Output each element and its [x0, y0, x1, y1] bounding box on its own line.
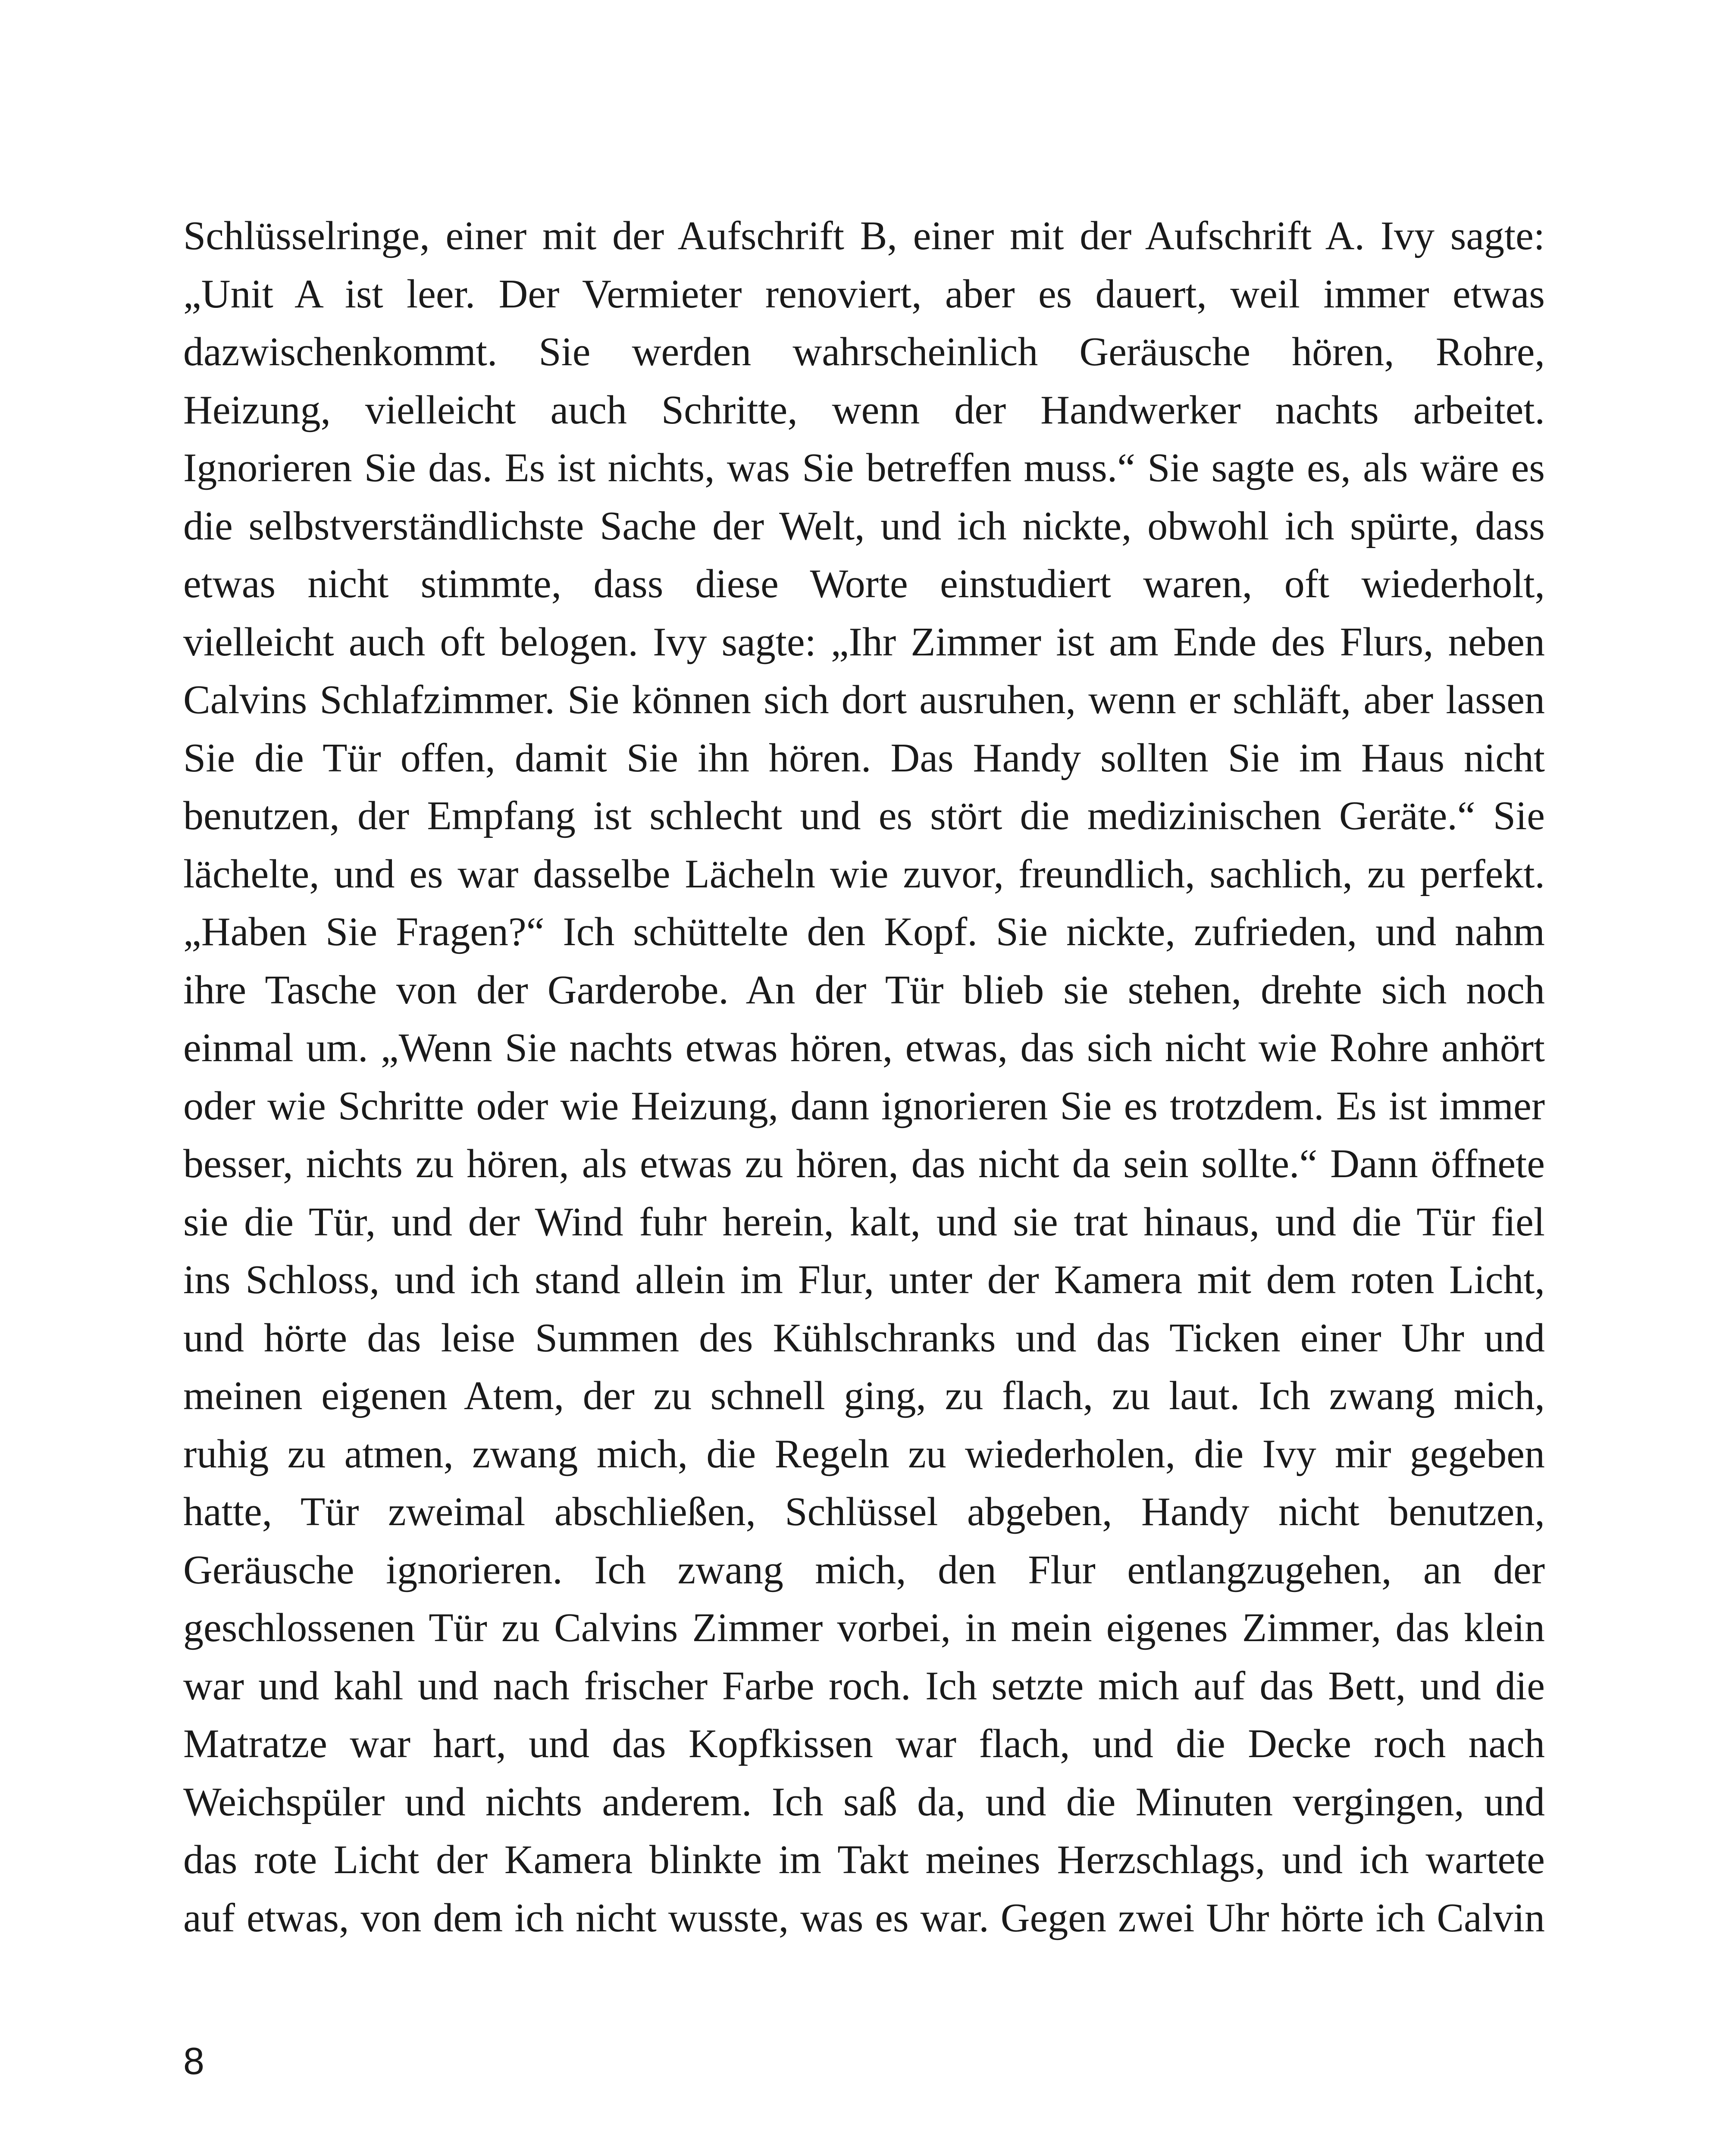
- text-line: ruhig zu atmen, zwang mich, die Regeln zu wiederholen, die Ivy mir gegeben: [183, 1431, 1545, 1476]
- text-line: Weichspüler und nichts anderem. Ich saß da, und die Minuten vergingen, und: [183, 1779, 1545, 1824]
- text-line: Sie die Tür offen, damit Sie ihn hören. Das Handy sollten Sie im Haus nicht: [183, 735, 1545, 780]
- body-text: [183, 207, 1545, 1947]
- text-line: das rote Licht der Kamera blinkte im Takt meines Herzschlags, und ich wartete: [183, 1837, 1545, 1882]
- text-line: ihre Tasche von der Garderobe. An der Tür blieb sie stehen, drehte sich noch: [183, 967, 1545, 1012]
- text-line: „Unit A ist leer. Der Vermieter renoviert, aber es dauert, weil immer etwas: [183, 271, 1545, 317]
- text-line: Ignorieren Sie das. Es ist nichts, was Sie betreffen muss.“ Sie sagte es, als wäre es: [183, 445, 1545, 490]
- text-line: und hörte das leise Summen des Kühlschranks und das Ticken einer Uhr und: [183, 1315, 1545, 1360]
- text-line: benutzen, der Empfang ist schlecht und es stört die medizinischen Geräte.“ Sie: [183, 793, 1545, 838]
- text-line: meinen eigenen Atem, der zu schnell ging, zu flach, zu laut. Ich zwang mich,: [183, 1373, 1545, 1418]
- text-line: sie die Tür, und der Wind fuhr herein, kalt, und sie trat hinaus, und die Tür fiel: [183, 1199, 1545, 1244]
- text-line: vielleicht auch oft belogen. Ivy sagte: „Ihr Zimmer ist am Ende des Flurs, neben: [183, 619, 1545, 664]
- text-line: war und kahl und nach frischer Farbe roch. Ich setzte mich auf das Bett, und die: [183, 1663, 1545, 1708]
- text-line: Matratze war hart, und das Kopfkissen war flach, und die Decke roch nach: [183, 1721, 1545, 1766]
- text-line: dazwischenkommt. Sie werden wahrscheinlich Geräusche hören, Rohre,: [183, 329, 1545, 374]
- text-line: besser, nichts zu hören, als etwas zu hören, das nicht da sein sollte.“ Dann öffnete: [183, 1141, 1545, 1186]
- text-line: einmal um. „Wenn Sie nachts etwas hören, etwas, das sich nicht wie Rohre anhört: [183, 1025, 1545, 1070]
- text-line: die selbstverständlichste Sache der Welt, und ich nickte, obwohl ich spürte, dass: [183, 503, 1545, 548]
- text-line: geschlossenen Tür zu Calvins Zimmer vorbei, in mein eigenes Zimmer, das klein: [183, 1605, 1545, 1650]
- text-line: ins Schloss, und ich stand allein im Flur, unter der Kamera mit dem roten Licht,: [183, 1257, 1545, 1302]
- text-line: auf etwas, von dem ich nicht wusste, was es war. Gegen zwei Uhr hörte ich Calvin: [183, 1895, 1545, 1940]
- text-line: etwas nicht stimmte, dass diese Worte einstudiert waren, oft wiederholt,: [183, 561, 1545, 606]
- text-line: Schlüsselringe, einer mit der Aufschrift B, einer mit der Aufschrift A. Ivy sagte:: [183, 213, 1545, 258]
- text-line: Calvins Schlafzimmer. Sie können sich dort ausruhen, wenn er schläft, aber lassen: [183, 677, 1545, 722]
- page-number: 8: [183, 2040, 204, 2082]
- text-line: oder wie Schritte oder wie Heizung, dann ignorieren Sie es trotzdem. Es ist immer: [183, 1083, 1545, 1128]
- text-line: hatte, Tür zweimal abschließen, Schlüssel abgeben, Handy nicht benutzen,: [183, 1489, 1545, 1534]
- text-line: „Haben Sie Fragen?“ Ich schüttelte den Kopf. Sie nickte, zufrieden, und nahm: [183, 909, 1545, 954]
- text-line: Geräusche ignorieren. Ich zwang mich, den Flur entlangzugehen, an der: [183, 1547, 1545, 1592]
- text-line: lächelte, und es war dasselbe Lächeln wie zuvor, freundlich, sachlich, zu perfekt.: [183, 851, 1545, 896]
- text-line: Heizung, vielleicht auch Schritte, wenn der Handwerker nachts arbeitet.: [183, 387, 1545, 432]
